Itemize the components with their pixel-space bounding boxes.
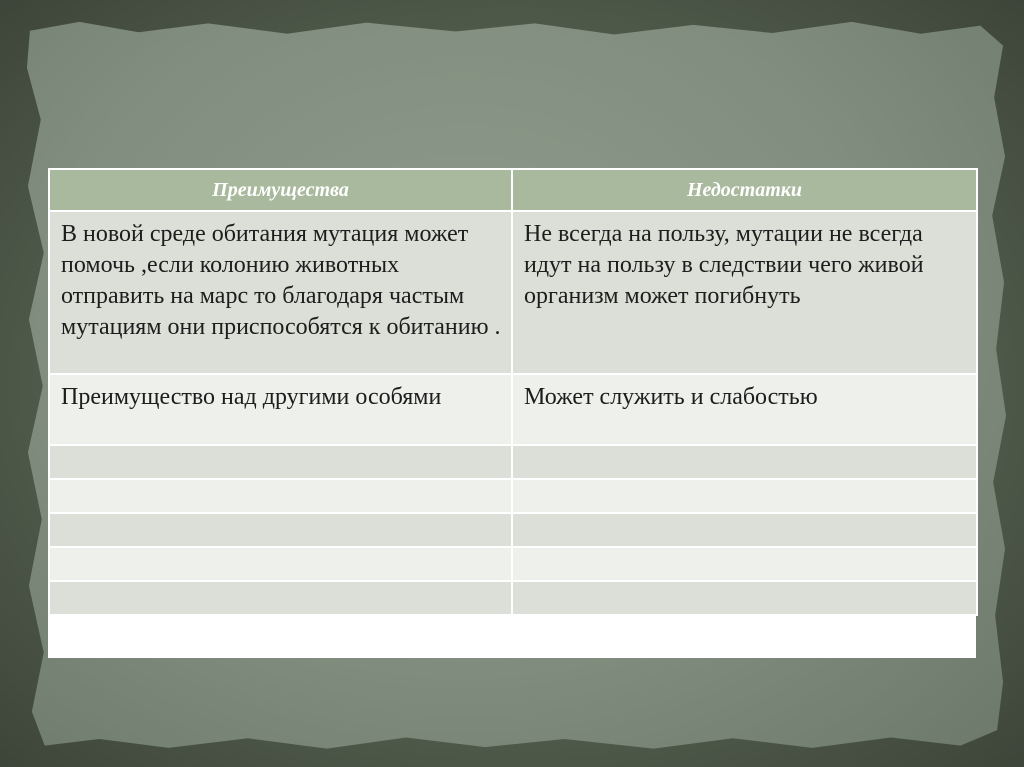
table-row bbox=[49, 513, 977, 547]
advantage-cell bbox=[49, 581, 512, 615]
header-advantages: Преимущества bbox=[49, 169, 512, 211]
disadvantage-cell bbox=[512, 581, 977, 615]
table-row bbox=[49, 445, 977, 479]
table-header-row bbox=[49, 169, 977, 211]
disadvantage-cell: Не всегда на пользу, мутации не всегда идут на пользу в следствии чего живой организм может погибнуть bbox=[512, 211, 977, 374]
table-row bbox=[49, 211, 977, 374]
disadvantage-cell bbox=[512, 445, 977, 479]
advantage-cell: В новой среде обитания мутация может помочь ,если колонию животных отправить на марс то благодаря частым мутациям они приспособятся к обитанию . bbox=[49, 211, 512, 374]
advantage-cell bbox=[49, 445, 512, 479]
disadvantage-cell bbox=[512, 547, 977, 581]
table-row bbox=[49, 547, 977, 581]
disadvantage-cell bbox=[512, 513, 977, 547]
table-row bbox=[49, 581, 977, 615]
advantage-cell bbox=[49, 479, 512, 513]
disadvantage-cell bbox=[512, 479, 977, 513]
disadvantage-cell: Может служить и слабостью bbox=[512, 374, 977, 445]
table-row bbox=[49, 374, 977, 445]
comparison-table bbox=[48, 168, 978, 616]
table-row bbox=[49, 479, 977, 513]
comparison-table-wrapper bbox=[48, 168, 976, 658]
advantage-cell bbox=[49, 513, 512, 547]
advantage-cell bbox=[49, 547, 512, 581]
header-disadvantages: Недостатки bbox=[512, 169, 977, 211]
advantage-cell: Преимущество над другими особями bbox=[49, 374, 512, 445]
